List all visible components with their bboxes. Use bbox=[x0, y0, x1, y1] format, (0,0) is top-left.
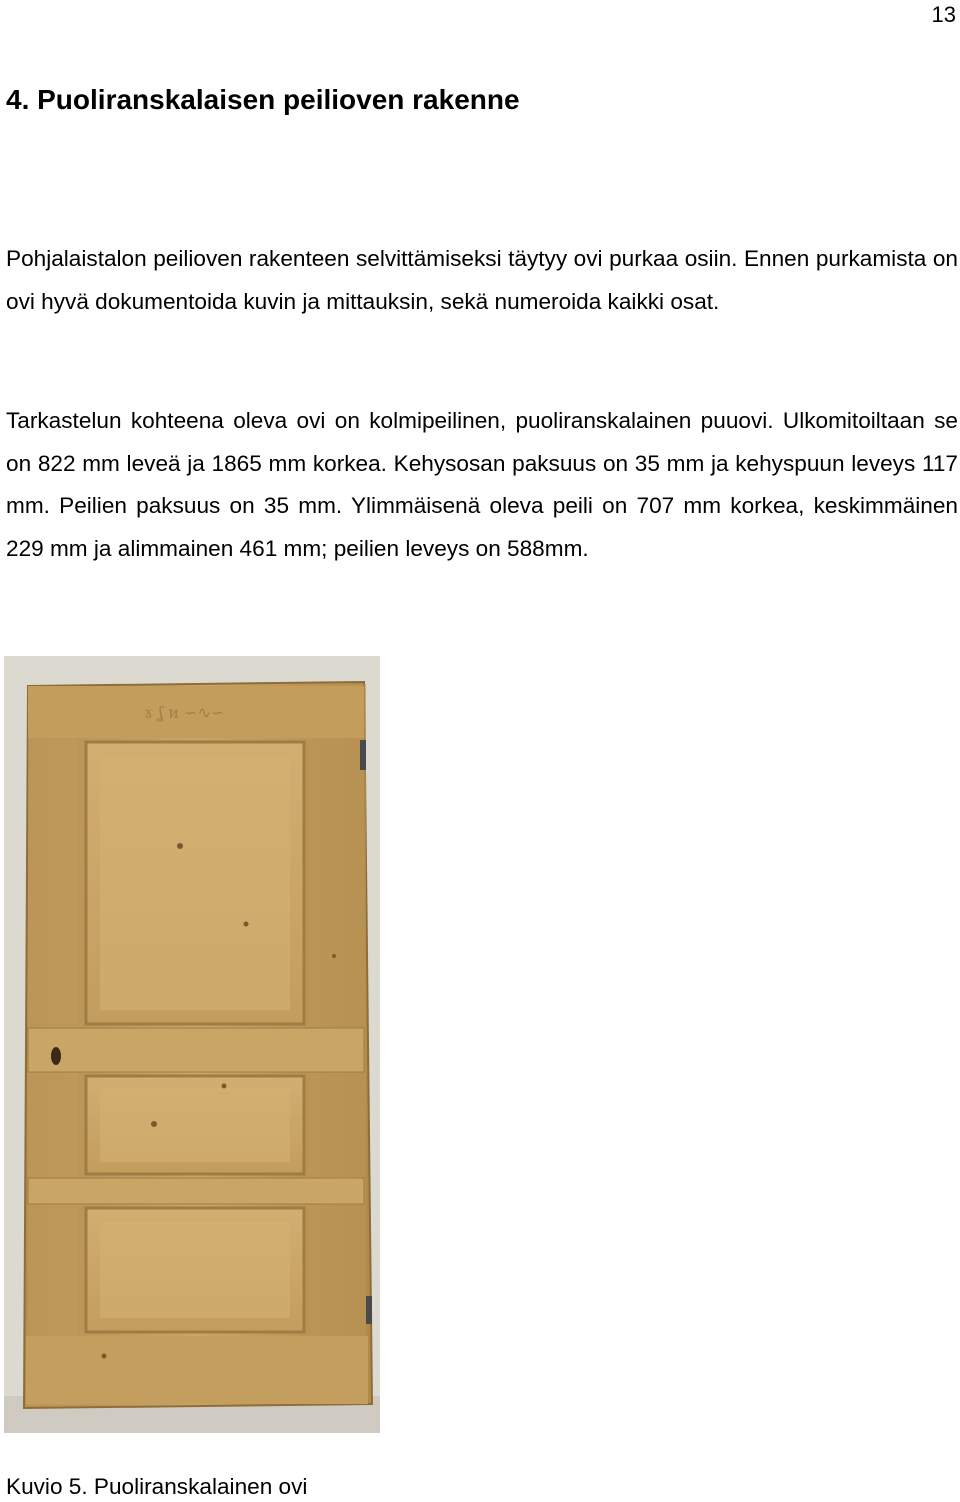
wood-knot bbox=[151, 1121, 157, 1127]
figure-caption: Kuvio 5. Puoliranskalainen ovi bbox=[6, 1474, 308, 1499]
bottom-panel-raised bbox=[100, 1222, 290, 1318]
middle-rail-lower bbox=[28, 1178, 364, 1204]
description-paragraph: Tarkastelun kohteena oleva ovi on kolmipeilinen, puoliranskalainen puuovi. Ulkomitoiltaan se on 822 mm leveä ja 1865 mm korkea. Kehysosan paksuus on 35 mm ja kehyspuun leveys 117 mm. Peilien paksuus on 35 mm. Ylimmäisenä oleva peili on 707 mm korkea, keskimmäinen 229 mm ja alimmainen 461 mm; peilien leveys on 588mm. bbox=[6, 408, 958, 561]
wood-knot bbox=[102, 1354, 107, 1359]
wood-knot bbox=[222, 1084, 227, 1089]
page-number: 13 bbox=[931, 2, 956, 27]
top-rail-marking: ɤ ʆ ᴎ ∽∿∽ bbox=[144, 703, 225, 722]
wood-knot bbox=[244, 922, 249, 927]
upper-hinge bbox=[360, 740, 366, 770]
wood-knot bbox=[332, 954, 336, 958]
bottom-rail bbox=[26, 1336, 368, 1404]
middle-rail-upper bbox=[28, 1028, 364, 1072]
wood-knot bbox=[177, 843, 183, 849]
section-heading: 4. Puoliranskalaisen peilioven rakenne bbox=[6, 84, 520, 115]
intro-paragraph: Pohjalaistalon peilioven rakenteen selvittämiseksi täytyy ovi purkaa osiin. Ennen purkamista on ovi hyvä dokumentoida kuvin ja mittauksin, sekä numeroida kaikki osat. bbox=[6, 246, 958, 314]
keyhole bbox=[51, 1047, 61, 1065]
lower-hinge bbox=[366, 1296, 372, 1324]
middle-panel-raised bbox=[100, 1088, 290, 1162]
door-photo bbox=[4, 656, 380, 1433]
top-panel-raised bbox=[100, 756, 290, 1010]
